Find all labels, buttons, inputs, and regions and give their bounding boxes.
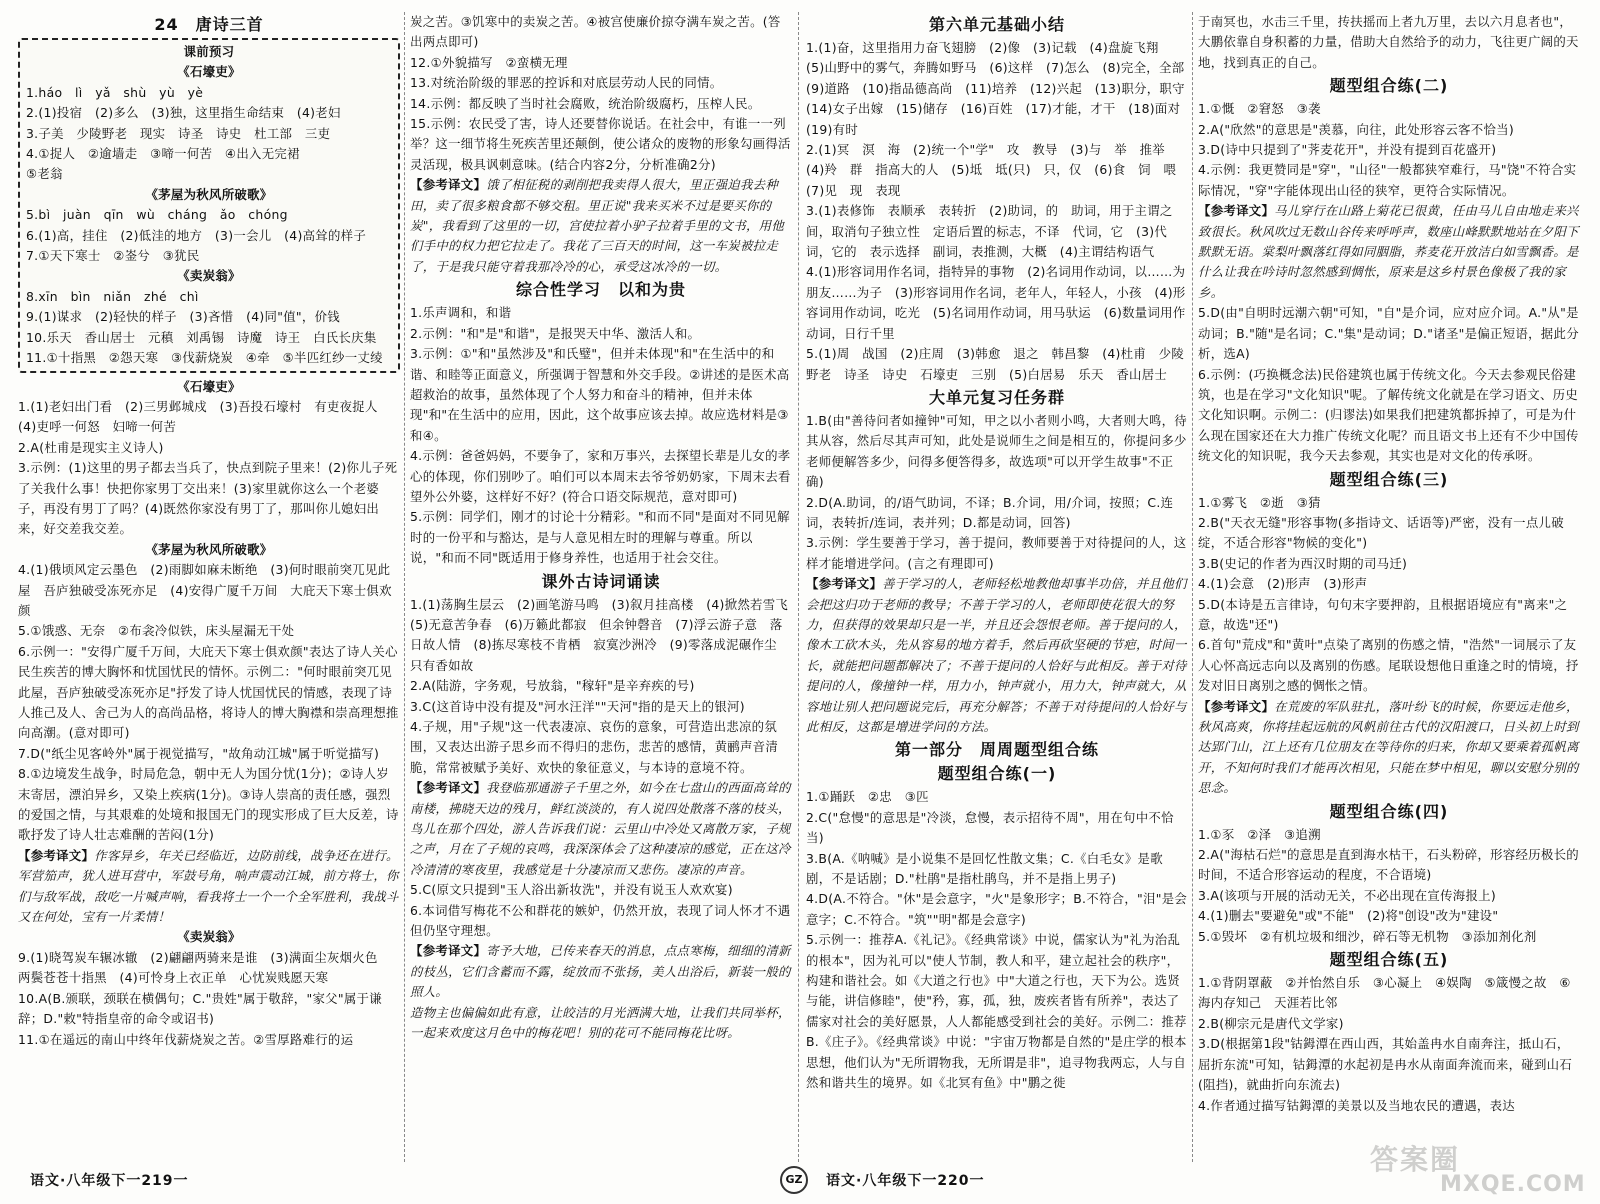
answer: 8.①边境发生战争，时局危急，朝中无人为国分忧(1分)；②诗人岁末寄居，漂泊异乡，又染上疾病(1分)。③诗人崇高的责任感，强烈的爱国之情，与其艰难的处境和报国无门的现实形成了巨大反差，诗歌抒发了诗人壮志难酬的苦闷(1分) [18, 766, 399, 843]
answer: 15.示例：农民受了害，诗人还要替你说话。在社会中，有谁一一列举？这一细节将生死疾苦里还颠倒，使公诸众的废物的形象勾画得活灵活现，极具讽刺意味。(结合内容2分，分析准确2分) [410, 116, 791, 172]
answer: 1.B(由"善待问者如撞钟"可知，甲之以小者则小鸣，大者则大鸣，待其从容，然后尽其声可知，此处是说师生之间是相互的，你提问多少老师便解答多少，问得多便答得多，故选项"可以开学生故事"不正确) [806, 412, 1188, 490]
answer: 1.(1)老妇出门看 (2)三男邺城戍 (3)吾投石壕村 有吏夜捉人 (4)吏呼一何怒 妇啼一何苦 [18, 398, 391, 435]
answer: 3.A(该项与开展的活动无关，不必出现在宣传海报上) [1198, 887, 1496, 903]
box-title: 课前预习 [183, 44, 235, 59]
answer: 4.(1)会意 (2)形声 (3)形声 [1198, 576, 1368, 592]
answer: 2.A(杜甫是现实主义诗人) [18, 439, 164, 455]
answer: 6.示例一："安得广厦千万间，大庇天下寒士俱欢颜"表达了诗人关心民生疾苦的博大胸怀和忧国忧民的情怀。示例二："何时眼前突兀见此屋，吾庐独破受冻死亦足"抒发了诗人忧国忧民的情感，表现了诗人推己及人、舍己为人的高尚品格，将诗人的博大胸襟和崇高理想推向高潮。(意对即可) [18, 643, 399, 741]
preview-box [18, 38, 400, 373]
section-title: 课外古诗词诵读 [541, 571, 661, 591]
box-line: 7.①天下寒士 ②崟兮 ③犹民 [26, 248, 200, 264]
page-footer-right: 语文·八年级下一220一 [826, 1173, 985, 1189]
answer: 3.示例：学生要善于学习，善于提问，教师要善于对待提问的人，这样才能增进学问。(言之有理即可) [806, 535, 1187, 571]
answer: 2.D(A.助词，的/语气助词，不译；B.介词，用/介词，按照；C.连词，表转折/连词，表并列；D.都是动词，回答) [806, 494, 1174, 530]
box-line: 1.háo lì yǎ shù yù yè [26, 84, 204, 100]
box-sub-maowu: 《茅屋为秋风所破歌》 [145, 186, 273, 202]
answer: 2.B("天衣无缝"形容事物(多指诗文、话语等)严密，没有一点儿破绽，不适合形容"物候的变化") [1198, 514, 1564, 551]
answer: 于南冥也，水击三千里，抟扶摇而上者九万里，去以六月息者也"，大鹏依靠自身积蓄的力量，借助大自然给予的动力，飞往更广阔的天地，找到真正的自己。 [1198, 14, 1579, 70]
answer: 炭之苦。③饥寒中的卖炭之苦。④被宫使廉价掠夺满车炭之苦。(答出两点即可) [410, 14, 781, 50]
answer: 1.(1)荡胸生层云 (2)画笔游马鸣 (3)叙月挂高楼 (4)掀然若雪飞 (5)无意苦争春 (6)万籁此都寂 但余钟磬音 (7)浮云游子意 落日故人情 (8)拣尽寒枝不肯栖 寂寞沙洲冷 (9)零落成泥碾作尘 只有香如故 [410, 596, 801, 673]
section-title: 题型组合练(二) [1329, 76, 1449, 96]
answer: 4.示例：爸爸妈妈，不要争了，家和万事兴，去探望长辈是儿女的孝心的体现，你们别吵了。咱们可以本周末去爷爷奶奶家，下周末去看望外公外婆，这样好不好？(符合口语交际规范，意对即可) [410, 448, 791, 504]
answer: 1.①雾飞 ②逝 ③猜 [1198, 494, 1321, 510]
reference-text: 在荒废的军队驻扎，落叶纷飞的时候，你要远走他乡，秋风高爽，你将挂起远航的风帆前往古代的汉阳渡口，日头初上时到达郢门山，江上还有几位朋友在等待你的归来，你却又要乘着孤帆离开，不知何时我们才能再次相见，只能在梦中相见，聊以安慰分别的思念。 [1198, 698, 1579, 796]
answer: 12.①外貌描写 ②蛮横无理 [410, 54, 568, 70]
column-2 [410, 12, 801, 1162]
section-title: 综合性学习 以和为贵 [515, 280, 686, 300]
reference-tag: 【参考译文】 [410, 780, 487, 796]
box-line: 6.(1)高，挂住 (2)低洼的地方 (3)一会儿 (4)高耸的样子 [26, 227, 367, 243]
answer: 2.A("海枯石烂"的意思是直到海水枯干，石头粉碎，形容经历极长的时间，不适合形容运动的程度，不合语境) [1198, 847, 1579, 883]
answer: 5.(1)周 战国 (2)庄周 (3)韩愈 退之 韩昌黎 (4)杜甫 少陵野老 诗圣 诗史 石壕吏 三别 (5)白居易 乐天 香山居士 [806, 346, 1185, 382]
answer: 6.示例：(巧换概念法)民俗建筑也属于传统文化。今天去参观民俗建筑，也是在学习"文化知识"呢。了解传统文化就是在学习语文、历史文化知识啊。示例二：(归谬法)如果我们把建筑都拆掉了，可是为什么现在国家还在大力推广传统文化呢？而且语文书上还有不少中国传统文化的知识呢，我今天去参观，其实也是对文化的传承呀。 [1198, 366, 1579, 464]
part-title: 第一部分 周周题型组合练 [894, 740, 1099, 760]
answer: 3.B(史记的作者为西汉时期的司马迁) [1198, 555, 1408, 571]
reference-translation [410, 778, 792, 880]
answer: 14.示例：都反映了当时社会腐败，统治阶级腐朽，压榨人民。 [410, 95, 761, 111]
section-title: 题型组合练(五) [1329, 950, 1449, 970]
answer: 9.(1)晓驾炭车辗冰辙 (2)翩翩两骑来是谁 (3)满面尘灰烟火色 两鬓苍苍十指黑 (4)可怜身上衣正单 心忧炭贱愿天寒 [18, 949, 391, 986]
reference-tag: 【参考译文】 [806, 576, 883, 592]
answer: 5.①饿惑、无奈 ②布衾冷似铁，床头屋漏无干处 [18, 623, 295, 639]
section-heading: 《卖炭翁》 [177, 929, 241, 945]
watermark-url: MXQE.COM [1440, 1172, 1586, 1197]
box-line: 5.bì juàn qīn wù cháng ǎo chóng [26, 207, 288, 223]
answer: 10.A(B.颁联，颈联在横偶句；C."贵姓"属于敬辞，"家父"属于谦辞；D."敕"特指皇帝的命令或诏书) [18, 990, 382, 1027]
column-1 [18, 12, 400, 1162]
reference-text: 寄予大地，已传来春天的消息，点点寒梅，细细的清新的枝丛，它们含蓄而不露，绽放而不张扬，美人出浴后，新装一般的照人。 [410, 943, 791, 1000]
reference-text: 善于学习的人，老师轻松地教他却事半功倍，并且他们会把这归功于老师的教导；不善于学习的人，老师即使花很大的努力，但获得的效果却只是一半，并且还会怨恨老师。善于提问的人，像木工砍木头，先从容易的地方着手，然后再砍坚硬的节疤，时间一长，就能把问题都解决了；不善于提问的人恰好与此相反。善于对待提问的人，像撞钟一样，用力小，钟声就小，用力大，钟声就大，从容地让别人把问题说完后，再充分解答；不善于对待提问的人恰好与此相反，这都是增进学问的方法。 [806, 576, 1187, 734]
answer: 3.示例：①"和"虽然涉及"和氏璧"，但并未体现"和"在生活中的和谐、和睦等正面意义，所强调于智慧和外交手段。②讲述的是医术高超救治的故事，虽然体现了个人努力和奋斗的精神，但并未体现"和"在生活中的应用，因此，这个故事应该去掉。故应选材料是③和④。 [410, 346, 790, 443]
answer: 2.示例："和"是"和谐"，是报哭天中华、激活人和。 [410, 325, 701, 341]
reference-tag: 【参考译文】 [410, 177, 487, 193]
box-line: 11.①十指黑 ②怨天寒 ③伐薪烧炭 ④牵 ⑤半匹红纱一丈绫 [26, 350, 383, 366]
reference-tag: 【参考译文】 [1198, 698, 1275, 714]
box-sub-maitanweng: 《卖炭翁》 [177, 268, 241, 284]
answer: 5.示例：同学们，刚才的讨论十分精彩。"和而不同"是面对不同见解时的一份平和与豁达，是与人意见相左时的理解与尊重。所以说，"和而不同"既适用于修身养性，也适用于社会交往。 [410, 509, 790, 566]
box-line: 2.(1)投宿 (2)多么 (3)独，这里指生命结束 (4)老妇 [26, 105, 341, 121]
reference-text: 饿了相征税的剥削把我卖得人很大，里正强迫我去种田，卖了很多粮食都不够交租。里正说"我来买米不过是要买你的炭"，我看到了这里的一切，宫使拉着小驴子拉着手里的文书，用他们手中的权力把它拉走了。我花了三百天的时间，这一车炭被拉走了，于是我只能守着我那冷冷的心，承受这冰冷的一切。 [410, 177, 785, 274]
answer: 4.(1)删去"要避免"或"不能" (2)将"创设"改为"建设" [1198, 908, 1499, 924]
answer: 7.D("纸尘见客岭外"属于视觉描写，"故角动江城"属于听觉描写) [18, 745, 380, 761]
reference-translation [806, 574, 1188, 737]
reference-translation-cont: 造物主也偏偏如此有意，让皎洁的月光洒满大地，让我们共同举杯，一起来欢度这月色中的梅花吧！别的花可不能同梅花比呀。 [410, 1004, 791, 1041]
reference-translation [410, 175, 792, 277]
column-4 [1198, 12, 1580, 1162]
column-3 [806, 12, 1198, 1162]
answer: 3.B(A.《呐喊》是小说集不是回忆性散文集；C.《白毛女》是歌剧，不是话剧；D."杜鹃"是指杜鹃鸟，并不是指上男子) [806, 850, 1163, 887]
answer: 2.A("欣然"的意思是"羡慕，向往，此处形容云客不恰当) [1198, 121, 1514, 137]
answer: 11.①在遥远的南山中终年伐薪烧炭之苦。②雪厚路难行的运 [18, 1031, 354, 1047]
reference-text: 作客异乡，年关已经临近，边防前线，战争还在进行。军营笳声，犹人进耳营中，军鼓号角，响声震动江城，前方将士，你们与敌军战，敌吃一片喊声响，看我将士一个一个全军胜利，我战斗又在何处，宝有一片柔情！ [18, 847, 399, 925]
section-title: 大单元复习任务群 [928, 387, 1065, 407]
reference-tag: 【参考译文】 [410, 943, 487, 959]
publisher-logo-icon: GZ [780, 1166, 808, 1194]
reference-translation [18, 846, 400, 928]
reference-translation [410, 941, 792, 1002]
answer: 5.D(由"自明时远潮六朝"可知，"自"是介词，应对应介词。A."从"是动词；B."随"是名词；C."集"是动词；D."诸圣"是偏正短语，据此分析，选A) [1198, 305, 1579, 362]
column-divider [404, 12, 405, 1162]
answer: 1.①豕 ②泽 ③追溯 [1198, 826, 1321, 842]
reference-tag: 【参考译文】 [1198, 203, 1275, 219]
answer: 4.子规，用"子规"这一代表凄凉、哀伤的意象，可营造出悲凉的氛围，又表达出游子思乡而不得归的悲伤，悲苦的感情，黄鹂声音清脆，常常被赋予美好、欢快的象征意义，与本诗的意境不符。 [410, 719, 779, 775]
answer: 2.B(柳宗元是唐代文学家) [1198, 1015, 1344, 1031]
answer: 6.本词借写梅花不公和群花的嫉妒，仍然开放，表现了词人怀才不遇但仍坚守理想。 [410, 902, 791, 939]
answer: 1.①背阴罩蔽 ②并怡然自乐 ③心凝上 ④娱陶 ⑤箴慢之故 ⑥海内存知己 天涯若比邻 [1198, 975, 1571, 1011]
answer: 1.①踊跃 ②忠 ③匹 [806, 789, 929, 805]
section-title: 题型组合练(三) [1329, 469, 1449, 489]
answer: 4.D(A.不符合。"休"是会意字，"火"是象形字；B.不符合，"泪"是会意字；C.不符合。"筑""明"都是会意字) [806, 891, 1188, 927]
answer: 1.乐声调和，和谐 [410, 305, 512, 321]
section-title: 题型组合练(一) [937, 764, 1057, 784]
answer: 2.(1)冥 溟 海 (2)统一个"学" 攻 教导 (3)与 举 推举 (4)羚 群 指高大的人 (5)坻 坻(只) 只，仅 (6)食 饲 喂 (7)见 现 表现 [806, 142, 1189, 198]
page-footer-left: 语文·八年级下一219一 [30, 1173, 189, 1189]
answer: 5.①毁坏 ②有机垃圾和细沙，碎石等无机物 ③添加剂化剂 [1198, 928, 1537, 944]
box-sub-shihaoli: 《石壕吏》 [177, 64, 241, 80]
lesson-title: 24 唐诗三首 [154, 15, 264, 34]
box-line: 3.子美 少陵野老 现实 诗圣 诗史 杜工部 三吏 [26, 125, 331, 141]
answer: 4.作者通过描写钴鉧潭的美景以及当地农民的遭遇，表达 [1198, 1097, 1515, 1113]
answer: 2.A(陆游，字务观，号放翁，"稼轩"是辛弃疾的号) [410, 678, 695, 694]
watermark-logo: 答案圈 [1370, 1143, 1461, 1176]
answer: 2.C("怠慢"的意思是"冷淡，怠慢，表示招待不周"，用在句中不恰当) [806, 809, 1174, 846]
reference-text: 我登临那通游子千里之外，如今在七盘山的西面高耸的南楼，拂晓天边的残月，鲜红淡淡的，有人说四处散落不落的枝头，鸟儿在那个四处，游人告诉我们说：云里山中冷处又离散万家，子规之声，月在了子规的哀鸣，我深深体会了这种凄凉的感觉，正在这冷冷清清的寒夜里，我感觉是十分凄凉而又悲伤。凄凉的声音。 [410, 780, 791, 877]
answer: 3.D(诗中只提到了"荠麦花开"，并没有提到百花盛开) [1198, 142, 1497, 158]
answer: 6.首句"荒戍"和"黄叶"点染了离别的伤感之情，"浩然"一词展示了友人心怀高远志向以及离别的伤感。尾联设想他日重逢之时的情境，抒发对旧日离别之感的惆怅之情。 [1198, 637, 1579, 694]
answer: 4.示例：我更赞同是"穿"，"山径"一般都狭窄难行，马"饶"不符合实际情况，"穿"字能体现出山径的狭窄，更符合实际情况。 [1198, 162, 1577, 198]
answer: 4.(1)俄顷风定云墨色 (2)雨脚如麻未断绝 (3)何时眼前突兀见此屋 吾庐独破受冻死亦足 (4)安得广厦千万间 大庇天下寒士俱欢颜 [18, 562, 392, 618]
answer: 3.示例：(1)这里的男子都去当兵了，快点到院子里来！(2)你儿子死了关我什么事！快把你家男丁交出来！(3)家里就你这么一个老婆子，再没有男丁了吗？(4)既然你家没有男丁了，那叫你儿媳妇出来，好交差我交差。 [18, 460, 398, 537]
answer: 5.D(本诗是五言律诗，句句末字要押韵，且根据语境应有"离来"之意，故选"还") [1198, 596, 1568, 632]
section-heading: 《石壕吏》 [177, 378, 241, 394]
column-divider [1192, 12, 1193, 1162]
answer: 5.C(原文只提到"玉人浴出新妆洗"，并没有说玉人欢欢宴) [410, 882, 733, 898]
answer: 1.(1)奋，这里指用力奋飞翅膀 (2)像 (3)记载 (4)盘旋飞翔 (5)山野中的雾气，奔腾如野马 (6)这样 (7)怎么 (8)完全，全部 (9)道路 (10)指品德高尚 (11)培养 (12)兴起 (13)职分，职守 (14)女子出嫁 (15)储存 (16)百姓 (17)才能，才干 (18)面对 (19)有时 [806, 40, 1198, 137]
column-divider [798, 12, 799, 1162]
section-title: 第六单元基础小结 [928, 15, 1065, 34]
answer: 13.对统治阶级的罪恶的控诉和对底层劳动人民的同情。 [410, 75, 723, 91]
reference-text: 马儿穿行在山路上菊花已很黄，任由马儿自由地走来兴致很长。秋风吹过无数山谷传来呼呼声，数座山峰默默地站在夕阳下默默无语。棠梨叶飘落红得如同胭脂，荞麦花开放洁白如雪飘香。是什么让我在吟诗时忽然感到惆怅，原来是这乡村景色像极了我的家乡。 [1198, 203, 1579, 300]
box-line: 10.乐天 香山居士 元稹 刘禹锡 诗魔 诗王 白氏长庆集 [26, 329, 377, 345]
answer: 5.示例一：推荐A.《礼记》。《经典常谈》中说，儒家认为"礼为治乱的根本"，因为礼可以"使人节制，教人和平，建立起社会的秩序"，构建和谐社会。如《大道之行也》中"大道之行也，天下为公。选贤与能，讲信修睦"，使"矜，寡，孤，独，废疾者皆有所养"，表达了儒家对社会的美好愿景，人人都能感受到社会的美好。示例二：推荐B.《庄子》。《经典常谈》中说："宇宙万物都是自然的"是庄学的根本思想，他们认为"无所谓物我，无所谓是非"，追寻物我两忘，人与自然和谐共生的境界。如《北冥有鱼》中"鹏之徙 [806, 932, 1187, 1091]
reference-translation [1198, 697, 1580, 799]
section-heading: 《茅屋为秋风所破歌》 [145, 541, 273, 557]
box-line: 9.(1)谋求 (2)轻快的样子 (3)吝惜 (4)同"值"，价钱 [26, 309, 340, 325]
answer: 1.①慨 ②窘怒 ③袭 [1198, 101, 1321, 117]
box-line: 4.①捉人 ②逾墙走 ③啼一何苦 ④出入无完裙 [26, 146, 300, 162]
section-title: 题型组合练(四) [1329, 801, 1449, 821]
answer: 3.C(这首诗中没有提及"河水汪洋""天河"指的是天上的银河) [410, 698, 745, 714]
reference-translation [1198, 201, 1580, 303]
answer: 3.D(根据第1段"钴鉧潭在西山西，其始盖冉水自南奔注，抵山石，屈折东流"可知，钴鉧潭的水起初是冉水从南面奔流而来，碰到山石(阻挡)，就曲折向东流去) [1198, 1036, 1573, 1093]
answer: 3.(1)表修饰 表顺承 表转折 (2)助词，的 助词，用于主谓之间，取消句子独立性 定语后置的标志，不译 代词，它 (3)代词，它的 表示选择 副词，表推测，大概 (4)主谓结构语气 [806, 203, 1173, 260]
box-line: 8.xīn bìn niǎn zhé chì [26, 288, 199, 304]
reference-tag: 【参考译文】 [18, 847, 95, 863]
box-line: ⑤老翁 [26, 166, 63, 182]
answer: 4.(1)形容词用作名词，指特异的事物 (2)名词用作动词，以……为朋友……为子 (3)形容词用作名词，老年人，年轻人，小孩 (4)形容词用作动词，吃光 (5)名词用作动词，用马驮运 (6)数量词用作动词，日行千里 [806, 264, 1186, 341]
